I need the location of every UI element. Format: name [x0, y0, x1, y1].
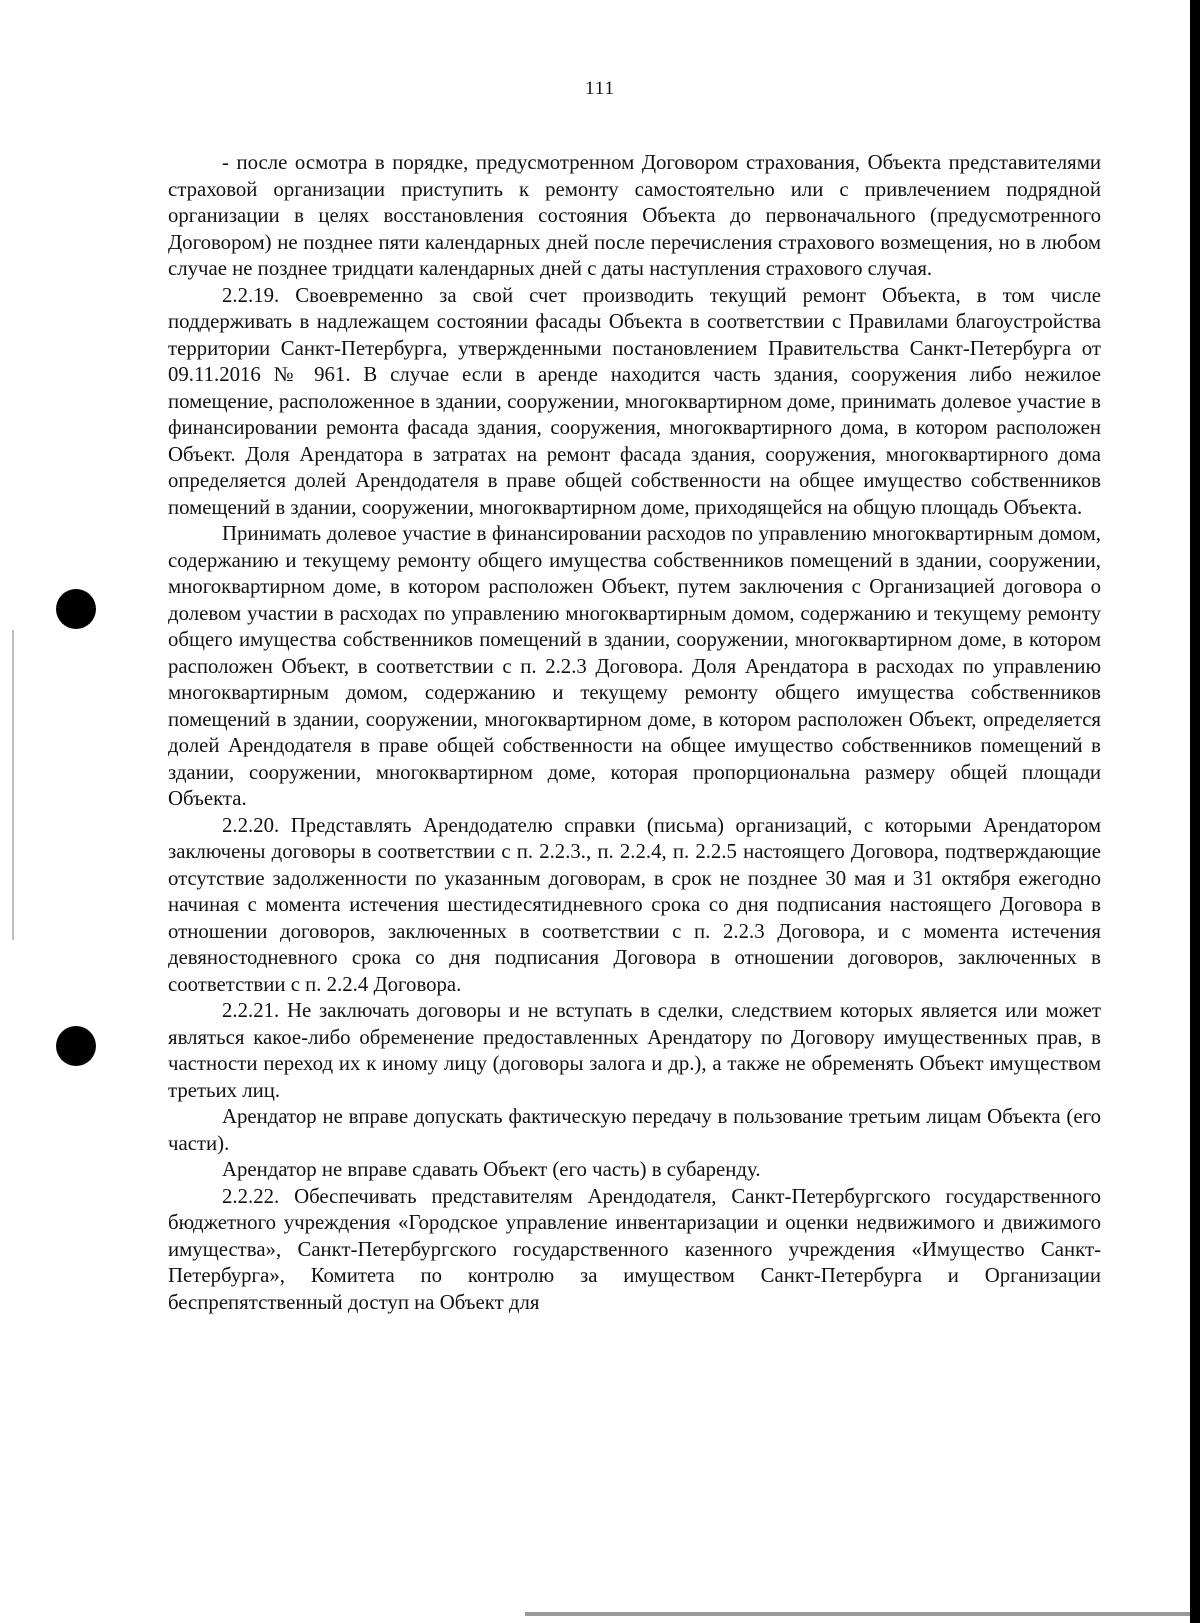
document-body	[168, 150, 1101, 1316]
left-scan-mark	[12, 630, 14, 940]
paragraph-2-2-21: 2.2.21. Не заключать договоры и не вступать в сделки, следствием которых является или может являться какое-либо обременение предоставленных Арендатору по Договору имущественных прав, в частности переход их к иному лицу (договоры залога и др.), а также не обременять Объект имуществом третьих лиц.	[168, 999, 1101, 1102]
paragraph-shared-expenses: Принимать долевое участие в финансировании расходов по управлению многоквартирным домом, содержанию и текущему ремонту общего имущества собственников помещений в здании, сооружении, многоквартирном доме, в котором расположен Объект, путем заключения с Организацией договора о долевом участии в расходах по управлению многоквартирным домом, содержанию и текущему ремонту общего имущества собственников помещений в здании, сооружении, многоквартирном доме, в котором расположен Объект, в соответствии с п. 2.2.3 Договора. Доля Арендатора в расходах по управлению многоквартирным домом, содержанию и текущему ремонту общего имущества собственников помещений в здании, сооружении, многоквартирном доме, в котором расположен Объект, определяется долей Арендодателя в праве общей собственности на общее имущество собственников помещений в здании, сооружении, многоквартирном доме, которая пропорциональна размеру общей площади Объекта.	[168, 522, 1101, 810]
paragraph-2-2-19: 2.2.19. Своевременно за свой счет производить текущий ремонт Объекта, в том числе поддерживать в надлежащем состоянии фасады Объекта в соответствии с Правилами благоустройства территории Санкт-Петербурга, утвержденными постановлением Правительства Санкт-Петербурга от 09.11.2016 № 961. В случае если в аренде находится часть здания, сооружения либо нежилое помещение, расположенное в здании, сооружении, многоквартирном доме, принимать долевое участие в финансировании ремонта фасада здания, сооружения, многоквартирного дома, в котором расположен Объект. Доля Арендатора в затратах на ремонт фасада здания, сооружения, многоквартирного дома определяется долей Арендодателя в праве общей собственности на общее имущество собственников помещений в здании, сооружении, многоквартирном доме, приходящейся на общую площадь Объекта.	[168, 283, 1101, 519]
bottom-scan-edge	[525, 1612, 1190, 1616]
paragraph-2-2-22: 2.2.22. Обеспечивать представителям Арендодателя, Санкт-Петербургского государственного бюджетного учреждения «Городское управление инвентаризации и оценки недвижимого и движимого имущества», Санкт-Петербургского государственного казенного учреждения «Имущество Санкт-Петербурга», Комитета по контролю за имуществом Санкт-Петербурга и Организации беспрепятственный доступ на Объект для	[168, 1184, 1101, 1314]
paragraph-2-2-20: 2.2.20. Представлять Арендодателю справки (письма) организаций, с которыми Арендатором заключены договоры в соответствии с п. 2.2.3., п. 2.2.4, п. 2.2.5 настоящего Договора, подтверждающие отсутствие задолженности по указанным договорам, в срок не позднее 30 мая и 31 октября ежегодно начиная с момента истечения шестидесятидневного срока со дня подписания настоящего Договора в отношении договоров, заключенных в соответствии с п. 2.2.3 Договора, и с момента истечения девяностодневного срока со дня подписания Договора в отношении договоров, заключенных в соответствии с п. 2.2.4 Договора.	[168, 813, 1101, 996]
paragraph-no-transfer: Арендатор не вправе допускать фактическую передачу в пользование третьим лицам Объекта (его части).	[168, 1105, 1101, 1155]
page-number: 111	[584, 78, 616, 99]
right-scan-border	[1190, 0, 1200, 1623]
paragraph-no-sublease: Арендатор не вправе сдавать Объект (его часть) в субаренду.	[222, 1158, 761, 1181]
paragraph-insurance-repair: - после осмотра в порядке, предусмотренном Договором страхования, Объекта представителями страховой организации приступить к ремонту самостоятельно или с привлечением подрядной организации в целях восстановления состояния Объекта до первоначального (предусмотренного Договором) не позднее пяти календарных дней после перечисления страхового возмещения, но в любом случае не позднее тридцати календарных дней с даты наступления страхового случая.	[168, 151, 1101, 280]
punch-hole-bottom	[56, 1026, 96, 1066]
punch-hole-top	[56, 589, 96, 629]
